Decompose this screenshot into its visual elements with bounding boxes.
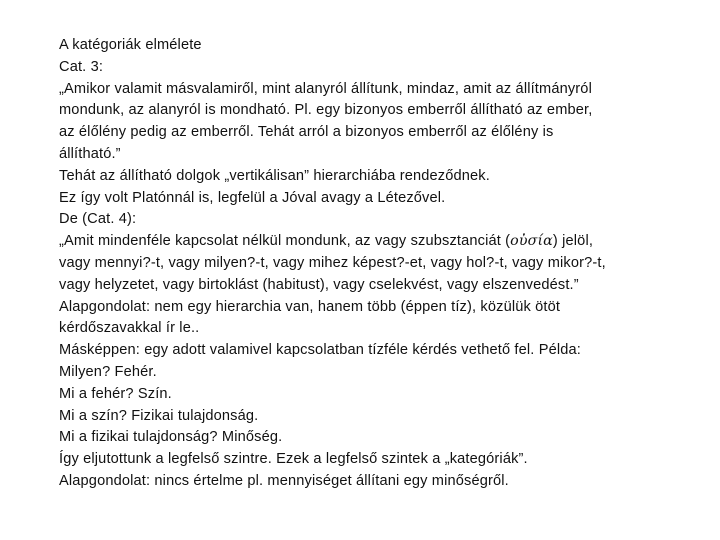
text-line-hierarchy: Tehát az állítható dolgok „vertikálisan” hierarchiába rendeződnek. bbox=[59, 167, 490, 184]
text-line-categories-1: vagy mennyi?-t, vagy milyen?-t, vagy mihez képest?-et, vagy hol?-t, vagy mikor?-t, bbox=[59, 254, 606, 271]
slide-text-body bbox=[59, 35, 699, 493]
text-line-example-1: Milyen? Fehér. bbox=[59, 363, 157, 380]
text-line-cat4-ref: De (Cat. 4): bbox=[59, 211, 137, 228]
text-line-cat3-ref: Cat. 3: bbox=[59, 58, 104, 75]
text-line-quote-1: „Amikor valamit másvalamiről, mint alanyról állítunk, mindaz, amit az állítmányról bbox=[59, 80, 592, 97]
ousia-line-before: „Amit mindenféle kapcsolat nélkül mondunk, az vagy szubsztanciát ( bbox=[59, 233, 511, 250]
ousia-line-after: ) jelöl, bbox=[552, 233, 594, 250]
text-line-conclusion: Alapgondolat: nincs értelme pl. mennyiséget állítani egy minőségről. bbox=[59, 472, 509, 489]
text-line-basic-idea-2: kérdőszavakkal ír le.. bbox=[59, 320, 200, 337]
text-line-otherwise: Másképpen: egy adott valamivel kapcsolatban tízféle kérdés vethető fel. Példa: bbox=[59, 342, 581, 359]
text-line-example-4: Mi a fizikai tulajdonság? Minőség. bbox=[59, 429, 283, 446]
text-line-top-level: Így eljutottunk a legfelső szintre. Ezek a legfelső szintek a „kategóriák”. bbox=[59, 451, 528, 468]
text-line-basic-idea-1: Alapgondolat: nem egy hierarchia van, hanem több (éppen tíz), közülük ötöt bbox=[59, 298, 561, 315]
text-line-ousia bbox=[59, 231, 699, 253]
text-line-plato: Ez így volt Platónnál is, legfelül a Jóval avagy a Létezővel. bbox=[59, 189, 446, 206]
text-line-categories-2: vagy helyzetet, vagy birtoklást (habitust), vagy cselekvést, vagy elszenvedést.” bbox=[59, 276, 579, 293]
ousia-greek-term: οὐσία bbox=[510, 233, 553, 250]
text-line-example-3: Mi a szín? Fizikai tulajdonság. bbox=[59, 407, 259, 424]
slide-title: A katégoriák elmélete bbox=[59, 37, 202, 53]
text-line-quote-2: mondunk, az alanyról is mondható. Pl. egy bizonyos emberről állítható az ember, bbox=[59, 102, 593, 119]
text-line-example-2: Mi a fehér? Szín. bbox=[59, 385, 172, 402]
text-line-quote-4: állítható.” bbox=[59, 145, 121, 162]
text-line-quote-3: az élőlény pedig az emberről. Tehát arról a bizonyos emberről az élőlény is bbox=[59, 124, 554, 141]
